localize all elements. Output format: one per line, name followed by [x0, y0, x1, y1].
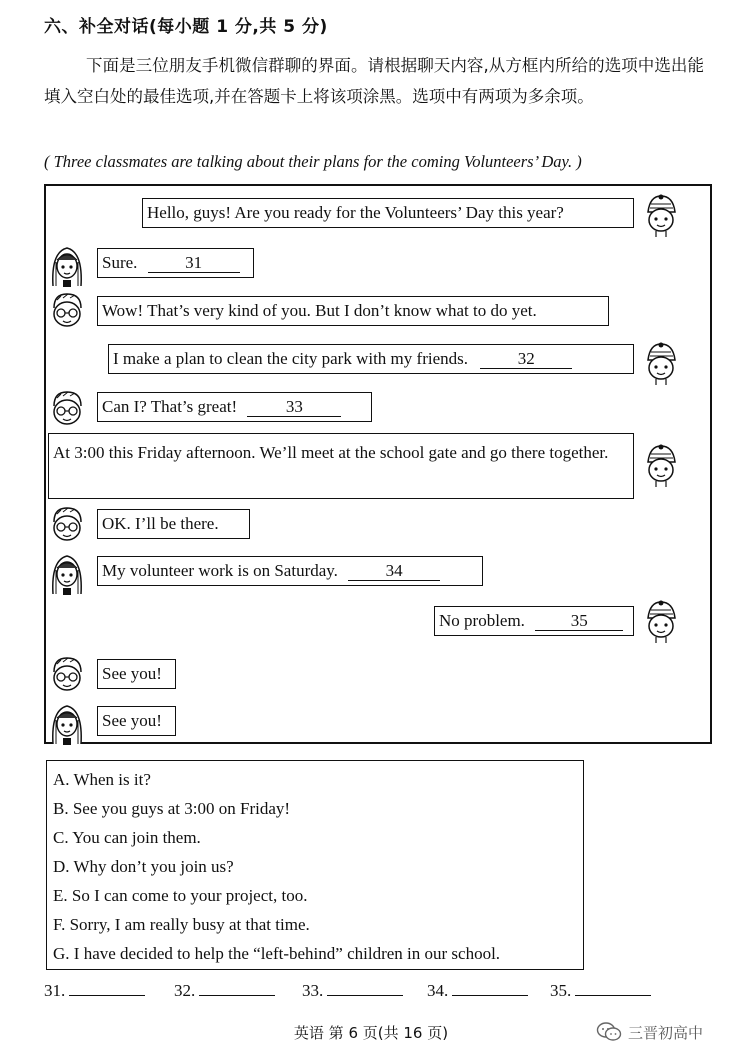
- option-d: D. Why don’t you join us?: [53, 857, 234, 876]
- chat-message: Hello, guys! Are you ready for the Volunteers’ Day this year?: [142, 198, 634, 228]
- answer-blank: 34: [348, 562, 440, 581]
- page-footer: 英语 第 6 页(共 16 页): [293, 1024, 449, 1042]
- wechat-icon: [596, 1021, 622, 1043]
- instructions: 下面是三位朋友手机微信群聊的界面。请根据聊天内容,从方框内所给的选项中选出能填入空白处的最佳选项,并在答题卡上将该项涂黑。选项中有两项为多余项。: [44, 56, 704, 106]
- section-title: 六、补全对话(每小题 1 分,共 5 分): [44, 17, 328, 37]
- option-e: E. So I can come to your project, too.: [53, 886, 308, 905]
- option-b: B. See you guys at 3:00 on Friday!: [53, 799, 291, 818]
- watermark-text: 三晋初高中: [628, 1023, 704, 1042]
- option-g: G. I have decided to help the “left-behind” children in our school.: [53, 944, 501, 963]
- glasses-boy-avatar: [48, 388, 86, 434]
- answer-35[interactable]: 35.: [550, 980, 651, 1001]
- answer-34[interactable]: 34.: [427, 980, 528, 1001]
- option-c: C. You can join them.: [53, 828, 201, 847]
- hat-boy-avatar: [642, 442, 680, 488]
- answer-blank: 35: [535, 612, 623, 631]
- chat-message: At 3:00 this Friday afternoon. We’ll meet at the school gate and go there together.: [48, 433, 634, 499]
- chat-message: No problem. 35: [434, 606, 634, 636]
- watermark: [596, 1021, 703, 1043]
- hat-boy-avatar: [642, 192, 680, 238]
- answer-blank: 33: [247, 398, 341, 417]
- glasses-boy-avatar: [48, 290, 86, 336]
- chat-message: I make a plan to clean the city park with my friends. 32: [108, 344, 634, 374]
- scenario-note: ( Three classmates are talking about their plans for the coming Volunteers’ Day. ): [44, 152, 582, 171]
- options-box: [46, 760, 584, 970]
- chat-message: My volunteer work is on Saturday. 34: [97, 556, 483, 586]
- glasses-boy-avatar: [48, 654, 86, 700]
- chat-message: Can I? That’s great! 33: [97, 392, 372, 422]
- answer-33[interactable]: 33.: [302, 980, 403, 1001]
- girl-avatar: [48, 242, 86, 288]
- answer-32[interactable]: 32.: [174, 980, 275, 1001]
- chat-message: Sure. 31: [97, 248, 254, 278]
- hat-boy-avatar: [642, 340, 680, 386]
- answer-31[interactable]: 31.: [44, 980, 145, 1001]
- chat-message: See you!: [97, 706, 176, 736]
- answer-blank: 32: [480, 350, 572, 369]
- option-a: A. When is it?: [53, 770, 151, 789]
- girl-avatar: [48, 550, 86, 596]
- hat-boy-avatar: [642, 598, 680, 644]
- option-f: F. Sorry, I am really busy at that time.: [53, 915, 310, 934]
- chat-message: OK. I’ll be there.: [97, 509, 250, 539]
- chat-message: Wow! That’s very kind of you. But I don’t know what to do yet.: [97, 296, 609, 326]
- answer-blank: 31: [148, 254, 240, 273]
- glasses-boy-avatar: [48, 504, 86, 550]
- chat-message: See you!: [97, 659, 176, 689]
- girl-avatar: [48, 700, 86, 746]
